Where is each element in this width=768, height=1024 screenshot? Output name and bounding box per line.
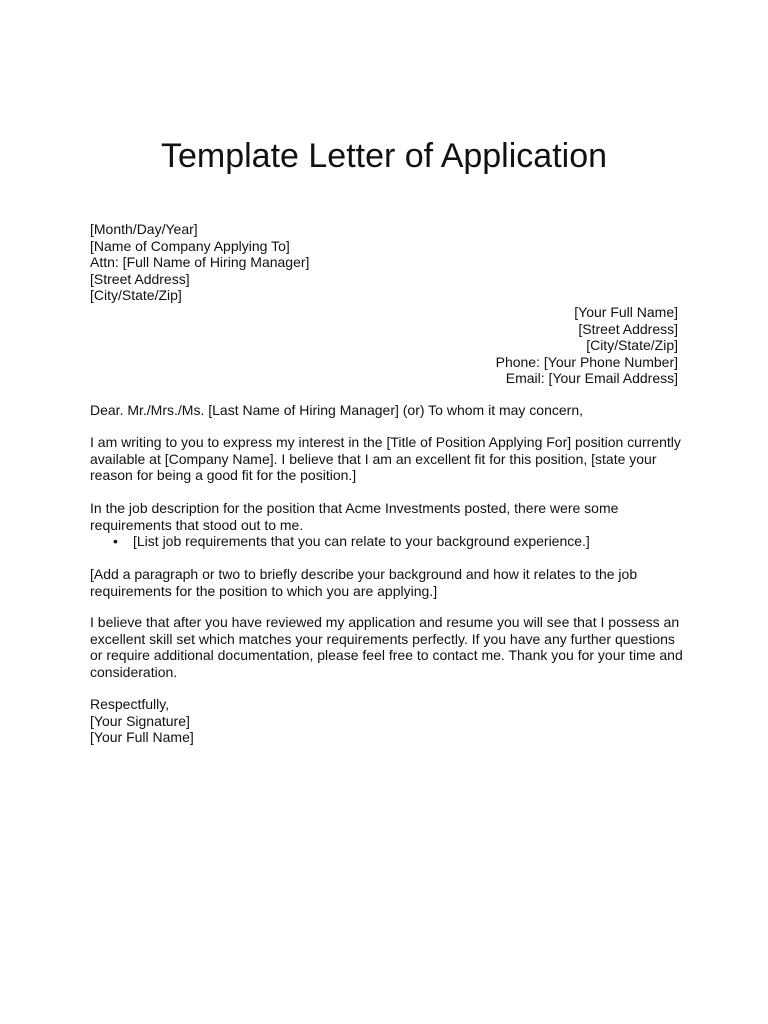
page-title: Template Letter of Application	[160, 137, 608, 175]
sender-email-line: Email: [Your Email Address]	[505, 370, 678, 386]
bullet-icon: •	[113, 533, 118, 549]
recipient-street-line: [Street Address]	[90, 270, 190, 287]
paragraph-line: I believe that after you have reviewed my application and resume you will see that I possess an	[90, 614, 680, 630]
recipient-city-line: [City/State/Zip]	[90, 287, 182, 303]
paragraph-line: reason for being a good fit for the position.]	[90, 467, 357, 483]
closing-block	[90, 696, 690, 746]
paragraph-line: I am writing to you to express my interest in the [Title of Position Applying For] position currently	[90, 434, 681, 450]
sender-name-line: [Your Full Name]	[574, 304, 678, 320]
paragraph-line: consideration.	[90, 663, 178, 680]
company-name-line: [Name of Company Applying To]	[90, 237, 290, 254]
bullet-list-item	[113, 533, 683, 550]
paragraph-line: requirements for the position to which you are applying.]	[90, 582, 438, 599]
sender-street-line: [Street Address]	[578, 320, 678, 337]
paragraph-background	[90, 566, 680, 599]
paragraph-interest	[90, 434, 680, 484]
paragraph-requirements	[90, 500, 680, 533]
signer-name: [Your Full Name]	[90, 729, 194, 745]
salutation-text: Dear. Mr./Mrs./Ms. [Last Name of Hiring Manager] (or) To whom it may concern,	[90, 402, 584, 418]
sender-address-block	[380, 304, 678, 387]
date-line: [Month/Day/Year]	[90, 221, 198, 237]
paragraph-line: In the job description for the position that Acme Investments posted, there were some	[90, 500, 619, 516]
bullet-item-text: [List job requirements that you can relate to your background experience.]	[133, 533, 590, 549]
attention-line: Attn: [Full Name of Hiring Manager]	[90, 254, 310, 270]
paragraph-line: [Add a paragraph or two to briefly describe your background and how it relates to the job	[90, 566, 638, 582]
valediction: Respectfully,	[90, 696, 170, 712]
sender-phone-line: Phone: [Your Phone Number]	[495, 353, 678, 370]
signature-placeholder: [Your Signature]	[90, 712, 190, 729]
recipient-address-block	[90, 221, 690, 304]
paragraph-line: excellent skill set which matches your requirements perfectly. If you have any further questions	[90, 630, 675, 647]
sender-city-line: [City/State/Zip]	[586, 337, 678, 353]
salutation	[90, 402, 680, 419]
paragraph-line: requirements that stood out to me.	[90, 516, 304, 533]
paragraph-closing-statement	[90, 614, 683, 680]
paragraph-line: available at [Company Name]. I believe that I am an excellent fit for this position, [state your	[90, 450, 657, 467]
paragraph-line: or require additional documentation, please feel free to contact me. Thank you for your time and	[90, 647, 683, 663]
